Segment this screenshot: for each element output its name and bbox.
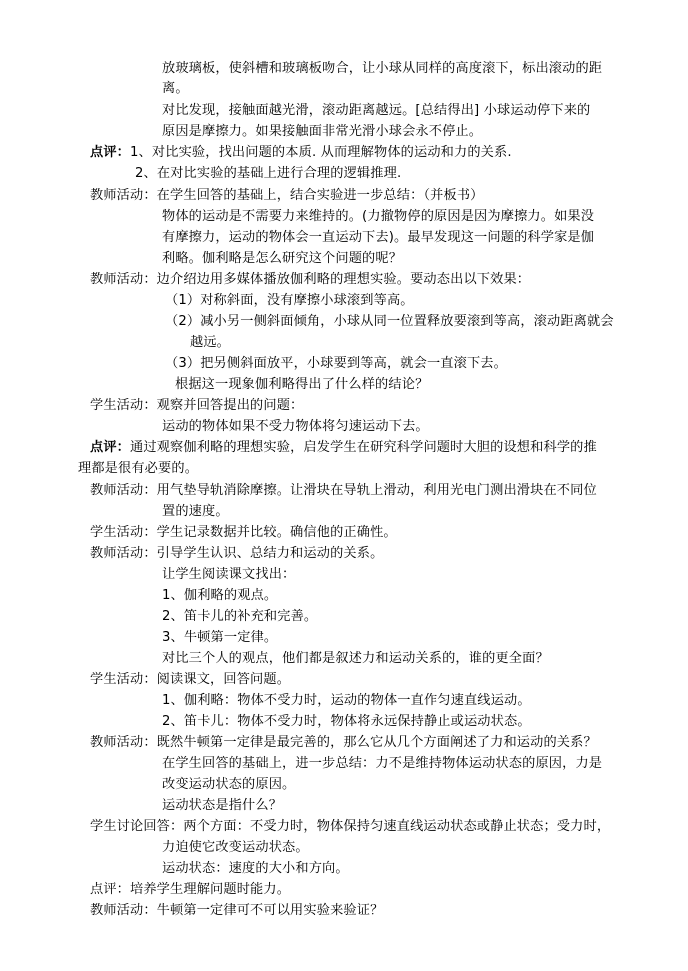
list-item: 越远。 [190, 335, 231, 350]
paragraph-line: 在学生回答的基础上，进一步总结：力不是维持物体运动状态的原因，力是 [162, 756, 603, 771]
comment-line: 点评：1、对比实验，找出问题的本质. 从而理解物体的运动和力的关系. [90, 145, 512, 160]
teacher-activity-line: 教师活动：既然牛顿第一定律是最完善的，那么它从几个方面阐述了力和运动的关系？ [90, 735, 597, 750]
comment-label: 点评： [90, 145, 131, 160]
paragraph-line: 力迫使它改变运动状态。 [162, 840, 309, 855]
teacher-activity-line: 教师活动：牛顿第一定律可不可以用实验来验证？ [90, 903, 384, 918]
student-activity-line: 学生活动：观察并回答提出的问题： [90, 398, 304, 413]
student-discussion-line: 学生讨论回答：两个方面：不受力时，物体保持匀速直线运动状态或静止状态；受力时， [90, 819, 611, 834]
paragraph-line: 运动的物体如果不受力物体将匀速运动下去。 [162, 419, 429, 434]
comment-line: 点评：培养学生理解问题时能力。 [90, 882, 291, 897]
list-item: 1、伽利略：物体不受力时，运动的物体一直作匀速直线运动。 [162, 693, 531, 708]
teacher-activity-line: 教师活动：在学生回答的基础上，结合实验进一步总结：（并板书） [90, 188, 484, 203]
student-activity-line: 学生活动：学生记录数据并比较。确信他的正确性。 [90, 525, 397, 540]
paragraph-line: 利略。伽利略是怎么研究这个问题的呢？ [162, 251, 403, 266]
teacher-activity-line: 教师活动：引导学生认识、总结力和运动的关系。 [90, 546, 384, 561]
paragraph-line: 根据这一现象伽利略得出了什么样的结论？ [175, 377, 429, 392]
paragraph-line: 运动状态是指什么？ [162, 798, 283, 813]
paragraph-line: 原因是摩擦力。如果接触面非常光滑小球会永不停止。 [162, 124, 483, 139]
paragraph-line: 对比三个人的观点，他们都是叙述力和运动关系的，谁的更全面？ [162, 651, 549, 666]
list-item: （2）减小另一侧斜面倾角，小球从同一位置释放要滚到等高，滚动距离就会 [165, 314, 614, 329]
paragraph-line: 物体的运动是不需要力来维持的。(力撤物停的原因是因为摩擦力。如果没 [162, 209, 595, 224]
paragraph-line: 改变运动状态的原因。 [162, 777, 296, 792]
teacher-activity-line: 教师活动：边介绍边用多媒体播放伽利略的理想实验。要动态出以下效果： [90, 272, 531, 287]
paragraph-line: 让学生阅读课文找出： [162, 567, 296, 582]
paragraph-line: 置的速度。 [162, 504, 229, 519]
list-item: 2、笛卡儿：物体不受力时，物体将永远保持静止或运动状态。 [162, 714, 531, 729]
list-item: （3）把另侧斜面放平，小球要到等高，就会一直滚下去。 [165, 356, 507, 371]
paragraph-line: 放玻璃板，使斜槽和玻璃板吻合，让小球从同样的高度滚下，标出滚动的距 [162, 61, 603, 76]
teacher-activity-line: 教师活动：用气垫导轨消除摩擦。让滑块在导轨上滑动，利用光电门测出滑块在不同位 [90, 483, 597, 498]
paragraph-line: 2、在对比实验的基础上进行合理的逻辑推理. [135, 166, 402, 181]
list-item: 1、伽利略的观点。 [162, 588, 278, 603]
paragraph-line: 理都是很有必要的。 [78, 461, 199, 476]
student-activity-line: 学生活动：阅读课文，回答问题。 [90, 672, 291, 687]
list-item: （1）对称斜面，没有摩擦小球滚到等高。 [165, 293, 414, 308]
paragraph-line: 有摩擦力，运动的物体会一直运动下去)。最早发现这一问题的科学家是伽 [162, 230, 595, 245]
paragraph-line: 离。 [162, 81, 189, 96]
list-item: 2、笛卡儿的补充和完善。 [162, 609, 318, 624]
comment-line: 点评：通过观察伽利略的理想实验，启发学生在研究科学问题时大胆的设想和科学的推 [90, 440, 597, 455]
paragraph-line: 运动状态：速度的大小和方向。 [162, 861, 349, 876]
comment-label: 点评： [90, 440, 131, 455]
list-item: 3、牛顿第一定律。 [162, 630, 278, 645]
paragraph-line: 对比发现，接触面越光滑，滚动距离越远。[总结得出] 小球运动停下来的 [162, 103, 591, 118]
